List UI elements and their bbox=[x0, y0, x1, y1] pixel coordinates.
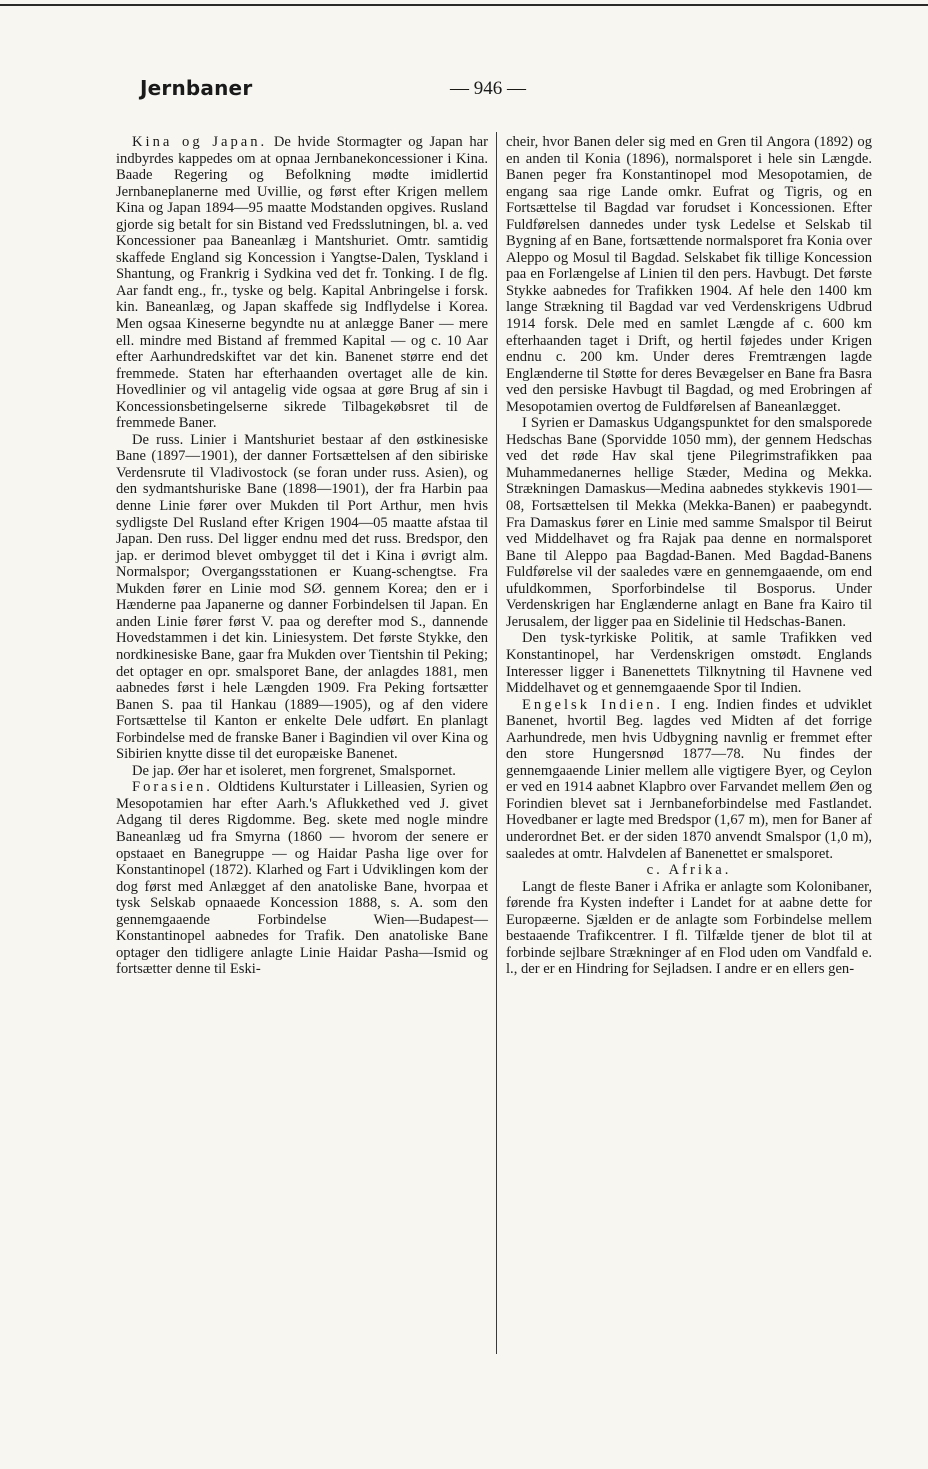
paragraph-text: cheir, hvor Banen deler sig med en Gren til Angora (1892) og en anden til Konia (1896), normalsporet i hele sin Længde. Banen peger fra Konstantinopel mod Mesopotamien, de engang saa rige Lande omkr. Eufrat og Tigris, og en Fortsættelse til Bagdad var forudset i Koncessionen. Efter Fuldførelsen dannedes under tysk Ledelse et Selskab til Bygning af en Bane, fortsættende normalsporet fra Konia over Aleppo og Mosul til Bagdad. Selskabet fik tillige Koncession paa en Forlængelse af Linien til den pers. Havbugt. Det første Stykke aabnedes for Trafikken 1904. Af hele den 1400 km lange Strækning til Bagdad var ved Verdenskrigens Udbrud 1914 forsk. Dele med en samlet Længde af c. 600 km efterhaanden taget i Drift, og hertil føjedes under Krigen endnu c. 200 km. Under deres Fremtrængen lagde Englænderne til Støtte for deres Bevægelser en Bane fra Basra ved den persiske Havbugt til Bagdad, og med Erobringen af Mesopotamien overtog de Fuldførelsen af Baneanlægget. bbox=[506, 134, 872, 415]
paragraph-text: I eng. Indien findes et udviklet Banenet, hvortil Beg. lagdes ved Midten af det forrige Aarhundrede, men hvis Udbygning navnlig er fremmet efter den store Hungersnød 1877—78. Nu findes der gennemgaaende Linier mellem alle vigtigere Byer, og Ceylon er ved en 1914 aabnet Klapbro over Farvandet mellem Øen og Forindien blevet sat i Jernbaneforbindelse med Fastlandet. Hovedbaner er lagte med Bredspor (1,67 m), men for Baner af underordnet Bet. er der siden 1870 anvendt Smalspor (1,0 m), saaledes at omtr. Halvdelen af Banenettet er smalsporet. bbox=[506, 696, 872, 862]
column-divider bbox=[496, 132, 497, 1354]
paragraph bbox=[506, 630, 872, 696]
running-title: Jernbaner bbox=[140, 76, 253, 100]
page-number: — 946 — bbox=[450, 78, 526, 99]
paragraph bbox=[506, 415, 872, 630]
paragraph-text: Oldtidens Kulturstater i Lilleasien, Syrien og Mesopotamien har efter Aarh.'s Aflukkethed ved J. givet Adgang til deres Rigdomme. Beg. skete med nogle mindre Baneanlæg ud fra Smyrna (1860 — hvorom der senere er opstaaet en Banegruppe — og Haidar Pasha lige over for Konstantinopel (1872). Klarhed og Fart i Udviklingen kom der dog først med Anlægget af den anatoliske Bane, hvorpaa et tysk Selskab opnaaede Koncession 1888, s. A. som den gennemgaaende Forbindelse Wien—Budapest—Konstantinopel aabnedes for Trafik. Den anatoliske Bane optager den tidligere anlagte Linie Haidar Pasha—Ismid og fortsætter denne til Eski- bbox=[116, 779, 488, 978]
paragraph bbox=[116, 779, 488, 978]
top-scan-rule bbox=[0, 4, 928, 6]
heading-text: c. Afrika. bbox=[646, 862, 732, 879]
paragraph bbox=[506, 879, 872, 978]
right-column bbox=[506, 134, 872, 978]
page-header bbox=[0, 70, 928, 110]
left-column bbox=[116, 134, 488, 978]
paragraph-text: De russ. Linier i Mantshuriet bestaar af den østkinesiske Bane (1897—1901), der danner Fortsættelsen af den sibiriske Verdensrute til Vladivostock (se foran under russ. Asien), og den sydmantshuriske Bane (1898—1901), der fra Harbin paa denne Linie fører over Mukden til Port Arthur, men hvis sydligste Del Rusland efter Krigen 1904—05 maatte afstaa til Japan. Den russ. Del ligger endnu med det russ. Bredspor, den jap. er derimod blevet ombygget til det i Kina i øvrigt alm. Normalspor; Overgangsstationen er Kuang-schengtse. Fra Mukden fører en Linie mod SØ. gennem Korea; den er i Hænderne paa Japanerne og danner Forbindelsen til Japan. En anden Linie fører først V. paa og derefter mod S., dannende Hovedstammen i det kin. Liniesystem. Det første Stykke, den nordkinesiske Bane, gaar fra Mukden over Tientshin til Peking; det optager en opr. smalsporet Bane, der anlagdes 1881, men aabnedes først i hele Længden 1909. Fra Peking fortsætter Banen S. paa til Hankau (1889—1905), og af den videre Fortsættelse til Kanton er enkelte Dele udført. En planlagt Forbindelse med de franske Baner i Bagindien vil over Kina og Sibirien knytte disse til det europæiske Banenet. bbox=[116, 431, 488, 763]
paragraph bbox=[116, 432, 488, 763]
paragraph-text: De hvide Stormagter og Japan har indbyrdes kappedes om at opnaa Jernbanekoncessioner i Kina. Baade Regering og Befolkning mødte imidlertid Jernbaneplanerne med Uvillie, og først efter Krigen mellem Kina og Japan 1894—95 maatte Modstanden opgives. Rusland gjorde sig betalt for sin Bistand ved Fredsslutningen, bl. a. ved Koncessioner paa Baneanlæg i Mantshuriet. Omtr. samtidig skaffede England sig Koncession i Yangtse-Dalen, Tyskland i Shantung, og Frankrig i Sydkina ved det fr. Tonking. I de flg. Aar fandt eng., fr., tyske og belg. Kapital Anbringelse i forsk. kin. Baneanlæg, og Japan skaffede sig Indflydelse i Korea. Men ogsaa Kineserne begyndte nu at anlægge Baner — mere ell. mindre med Bistand af fremmed Kapital — og c. 10 Aar efter Aarhundredskiftet var det kin. Banenet større end det fremmede. Staten har efterhaanden overtaget alle de kin. Hovedlinier og vil antagelig vide ogsaa at gøre Brug af sin i Koncessionsbetingelserne sikrede Tilbagekøbsret til de fremmede Baner. bbox=[116, 134, 488, 432]
paragraph-text: I Syrien er Damaskus Udgangspunktet for den smalsporede Hedschas Bane (Sporvidde 1050 mm), der gennem Hedschas ved det røde Hav skal tjene Pilegrimstrafikken paa Muhammedanernes hellige Stæder, Medina og Mekka. Strækningen Damaskus—Medina aabnedes stykkevis 1901—08, Fortsættelsen til Mekka (Mekka-Banen) er paabegyndt. Fra Damaskus fører en Linie med samme Smalspor til Beirut ved Middelhavet og fra Rajak paa denne en normalsporet Bane til Aleppo paa Bagdad-Banen. Med Bagdad-Banens Fuldførelse vil der saaledes være en gennemgaaende, om end ufuldkommen, Sporforbindelse til Bosporus. Under Verdenskrigen har Englænderne anlagt en Bane fra Kairo til Jerusalem, der ligger paa en Sidelinie til Hedschas-Banen. bbox=[506, 415, 872, 630]
paragraph-text: De jap. Øer har et isoleret, men forgrenet, Smalspornet. bbox=[132, 762, 456, 779]
paragraph-text: Langt de fleste Baner i Afrika er anlagte som Kolonibaner, førende fra Kysten indefter i Landet for at aabne dette for Europæerne. Sjælden er de anlagte som Forbindelse mellem bestaaende Trafikcentrer. I fl. Tilfælde tjener de blot til at forbinde sejlbare Strækninger af en Flod uden om Vandfald e. l., der er en Hindring for Sejladsen. I andre er en ellers gen- bbox=[506, 878, 872, 978]
paragraph bbox=[506, 697, 872, 862]
paragraph bbox=[116, 763, 488, 780]
paragraph bbox=[506, 134, 872, 415]
section-lead: Kina og Japan. bbox=[132, 134, 268, 150]
section-lead: Forasien. bbox=[132, 779, 213, 796]
paragraph bbox=[116, 134, 488, 432]
section-lead: Engelsk Indien. bbox=[522, 696, 663, 713]
section-heading bbox=[506, 862, 872, 879]
paragraph-text: Den tysk-tyrkiske Politik, at samle Trafikken ved Konstantinopel, har Verdenskrigen omstødt. Englands Interesser ligger i Banenettets Tilknytning til Havnene ved Middelhavet og et gennemgaaende Spor til Indien. bbox=[506, 630, 872, 697]
